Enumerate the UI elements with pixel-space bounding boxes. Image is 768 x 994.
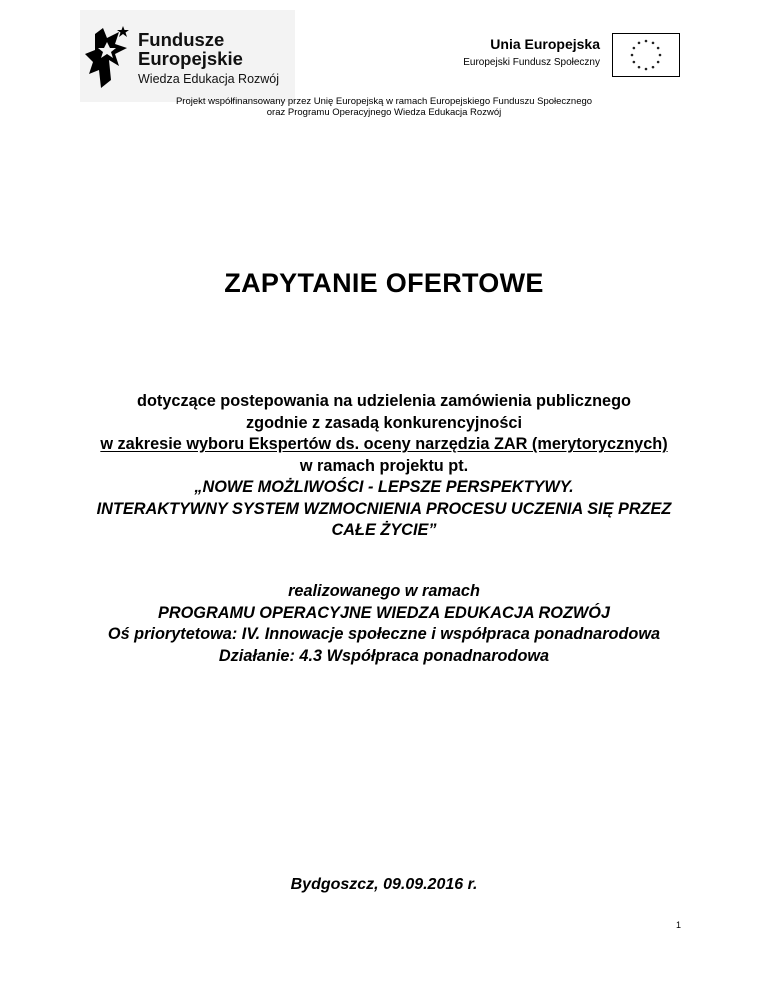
fundusze-europejskie-star-icon [85,22,135,94]
eu-flag-star [657,47,660,50]
eu-flag-star [652,66,655,69]
subject-line1: dotyczące postepowania na udzielenia zamówienia publicznego [137,392,631,410]
program-line2: PROGRAMU OPERACYJNE WIEDZA EDUKACJA ROZWÓJ [158,603,610,622]
ue-title: Unia Europejska [490,36,600,52]
eu-flag-star [638,66,641,69]
eu-flag-star [652,42,655,45]
subject-block [0,391,768,542]
unia-europejska-label [463,36,600,69]
logo-fe-line3: Wiedza Edukacja Rozwój [138,72,280,86]
eu-flag-star [638,42,641,45]
document-title: ZAPYTANIE OFERTOWE [224,268,544,298]
subject-line2: zgodnie z zasadą konkurencyjności [246,413,522,432]
logo-fe-line2: Europejskie [138,48,243,69]
cofinancing-note [0,96,768,118]
project-title-line2: INTERAKTYWNY SYSTEM WZMOCNIENIA PROCESU UCZENIA SIĘ PRZEZ [96,499,672,518]
eu-flag-star [633,61,636,64]
project-title-line3: CAŁE ŻYCIE” [331,521,437,539]
place-and-date: Bydgoszcz, 09.09.2016 r. [290,876,478,893]
subject-line3: w zakresie wyboru Ekspertów ds. oceny narzędzia ZAR (merytorycznych) [100,435,668,453]
eu-flag-star [659,54,662,57]
project-title-line1: „NOWE MOŻLIWOŚCI - LEPSZE PERSPEKTYWY. [194,478,574,496]
eu-flag-icon [612,33,680,77]
program-block [0,581,768,667]
program-line4: Działanie: 4.3 Współpraca ponadnarodowa [218,646,550,665]
eu-flag-star [657,61,660,64]
page-number: 1 [676,920,682,930]
eu-flag-star [633,47,636,50]
ue-subtitle: Europejski Fundusz Społeczny [463,57,600,68]
eu-flag-star [645,68,648,71]
eu-flag-star [645,40,648,43]
eu-flag-star [631,54,634,57]
fundusze-europejskie-logo [80,10,295,102]
cofinancing-line1: Projekt współfinansowany przez Unię Europejską w ramach Europejskiego Funduszu Społecznego [175,96,593,107]
cofinancing-line2: oraz Programu Operacyjnego Wiedza Edukacja Rozwój [266,107,502,118]
subject-line4: w ramach projektu pt. [299,456,469,475]
program-line3: Oś priorytetowa: IV. Innowacje społeczne i współpraca ponadnarodowa [107,625,661,643]
logo-fe-line1: Fundusze [138,29,225,50]
program-line1: realizowanego w ramach [288,582,480,600]
